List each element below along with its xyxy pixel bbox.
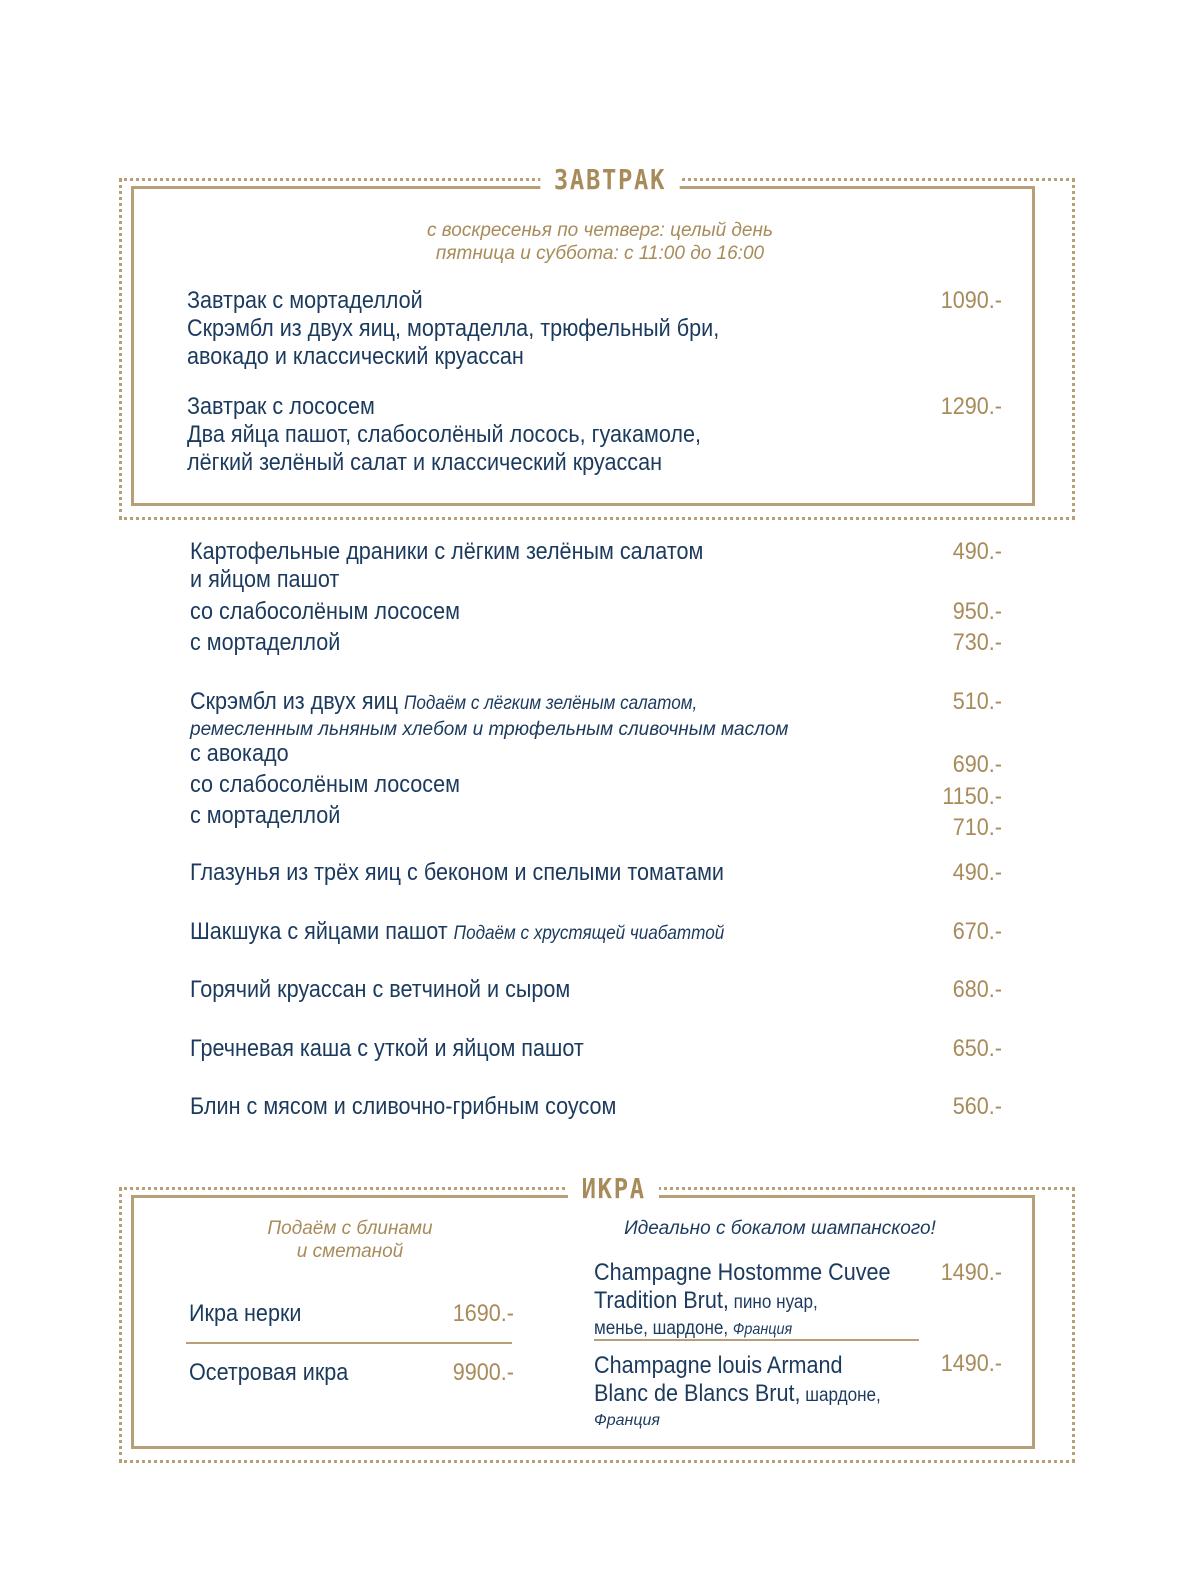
menu-item-croissant: Горячий круассан с ветчиной и сыром xyxy=(190,976,571,1003)
caviar-item-nerka: Икра нерки xyxy=(189,1300,302,1327)
champagne-name: Blanc de Blancs Brut, xyxy=(594,1380,801,1407)
item-price: 1090.- xyxy=(940,287,1002,314)
item-name: Картофельные драники с лёгким зелёным салатом xyxy=(190,538,704,565)
champagne-grapes: пино нуар, xyxy=(728,1292,818,1313)
item-name: Гречневая каша xyxy=(190,1035,352,1062)
champagne-grapes-row xyxy=(594,1317,891,1341)
item-desc: Скрэмбл из двух яиц, мортаделла, трюфельный бри, xyxy=(187,315,720,342)
champagne-name: Champagne louis Armand xyxy=(594,1352,843,1379)
option-label: с авокадо xyxy=(190,740,289,767)
option-price: 690.- xyxy=(952,751,1002,778)
item-price: 680.- xyxy=(952,976,1002,1003)
breakfast-title: ЗАВТРАК xyxy=(540,163,679,196)
caviar-note-line1: Подаём с блинами xyxy=(267,1218,433,1239)
option-label: со слабосолёным лососем xyxy=(190,598,460,625)
item-price: 1290.- xyxy=(940,393,1002,420)
item-price: 510.- xyxy=(952,688,1002,715)
item-note: Подаём с хрустящей чиабаттой xyxy=(453,923,725,944)
item-desc: с уткой и яйцом пашот xyxy=(351,1035,584,1062)
champagne-pairing-note: Идеально с бокалом шампанского! xyxy=(624,1218,936,1239)
item-name: Завтрак с мортаделлой xyxy=(187,287,423,314)
item-desc: Два яйца пашот, слабосолёный лосось, гуакамоле, xyxy=(187,421,701,448)
option-label: с мортаделлой xyxy=(190,629,341,656)
item-price: 1490.- xyxy=(940,1350,1002,1377)
item-price: 490.- xyxy=(952,538,1002,565)
champagne-louis-armand xyxy=(594,1352,913,1432)
champagne-hostomme xyxy=(594,1259,924,1341)
option-price: 730.- xyxy=(952,629,1002,656)
option-price: 950.- xyxy=(952,598,1002,625)
option-price: 710.- xyxy=(952,814,1002,841)
menu-item-shakshuka xyxy=(190,918,724,948)
option-price: 1150.- xyxy=(942,783,1002,810)
champagne-name-row xyxy=(594,1287,891,1317)
breakfast-item-salmon xyxy=(187,393,758,477)
champagne-country: Франция xyxy=(594,1412,660,1429)
champagne-name: Champagne Hostomme Cuvee xyxy=(594,1259,891,1286)
option-label: с мортаделлой xyxy=(190,802,341,829)
menu-item-blin: Блин с мясом и сливочно-грибным соусом xyxy=(190,1093,617,1120)
breakfast-hours-note xyxy=(300,219,900,265)
item-price: 560.- xyxy=(952,1093,1002,1120)
item-name: Глазунья из трёх яиц xyxy=(190,859,402,886)
champagne-grapes: менье, шардоне, xyxy=(594,1318,729,1339)
item-note: Подаём с лёгким зелёным салатом, xyxy=(404,693,698,714)
menu-item-glazunya xyxy=(190,859,724,887)
item-price: 670.- xyxy=(952,918,1002,945)
champagne-country: Франция xyxy=(732,1321,793,1338)
caviar-note-line2: и сметаной xyxy=(296,1241,404,1262)
item-desc: авокадо и классический круассан xyxy=(187,343,524,370)
item-price: 490.- xyxy=(952,859,1002,886)
menu-item-scramble xyxy=(190,688,788,742)
menu-item-draniki xyxy=(190,538,760,594)
breakfast-hours-line1: с воскресенья по четверг: целый день xyxy=(427,220,773,241)
item-note: ремесленным льняным хлебом и трюфельным сливочным маслом xyxy=(190,719,789,740)
champagne-grapes: шардоне, xyxy=(800,1385,881,1406)
champagne-name: Tradition Brut, xyxy=(594,1287,729,1314)
item-price: 1490.- xyxy=(940,1259,1002,1286)
caviar-title: ИКРА xyxy=(568,1172,659,1205)
item-desc: с беконом и спелыми томатами xyxy=(401,859,725,886)
item-desc: лёгкий зелёный салат и классический круассан xyxy=(187,449,663,476)
breakfast-item-mortadella xyxy=(187,287,778,371)
caviar-item-sturgeon: Осетровая икра xyxy=(189,1359,349,1386)
champagne-name-row xyxy=(594,1380,881,1410)
option-label: со слабосолёным лососем xyxy=(190,771,460,798)
menu-item-buckwheat xyxy=(190,1035,584,1063)
item-name: Скрэмбл из двух яиц xyxy=(190,688,399,715)
item-name-row xyxy=(190,688,729,718)
champagne-divider xyxy=(594,1339,919,1341)
caviar-divider xyxy=(186,1342,512,1344)
caviar-serving-note xyxy=(200,1217,500,1263)
item-price: 650.- xyxy=(952,1035,1002,1062)
item-price: 1690.- xyxy=(452,1300,514,1327)
item-name: и яйцом пашот xyxy=(190,566,340,593)
item-price: 9900.- xyxy=(452,1359,514,1386)
item-name: Завтрак с лососем xyxy=(187,393,375,420)
item-name: Шакшука с яйцами пашот xyxy=(190,918,448,945)
breakfast-hours-line2: пятница и суббота: с 11:00 до 16:00 xyxy=(435,243,765,264)
